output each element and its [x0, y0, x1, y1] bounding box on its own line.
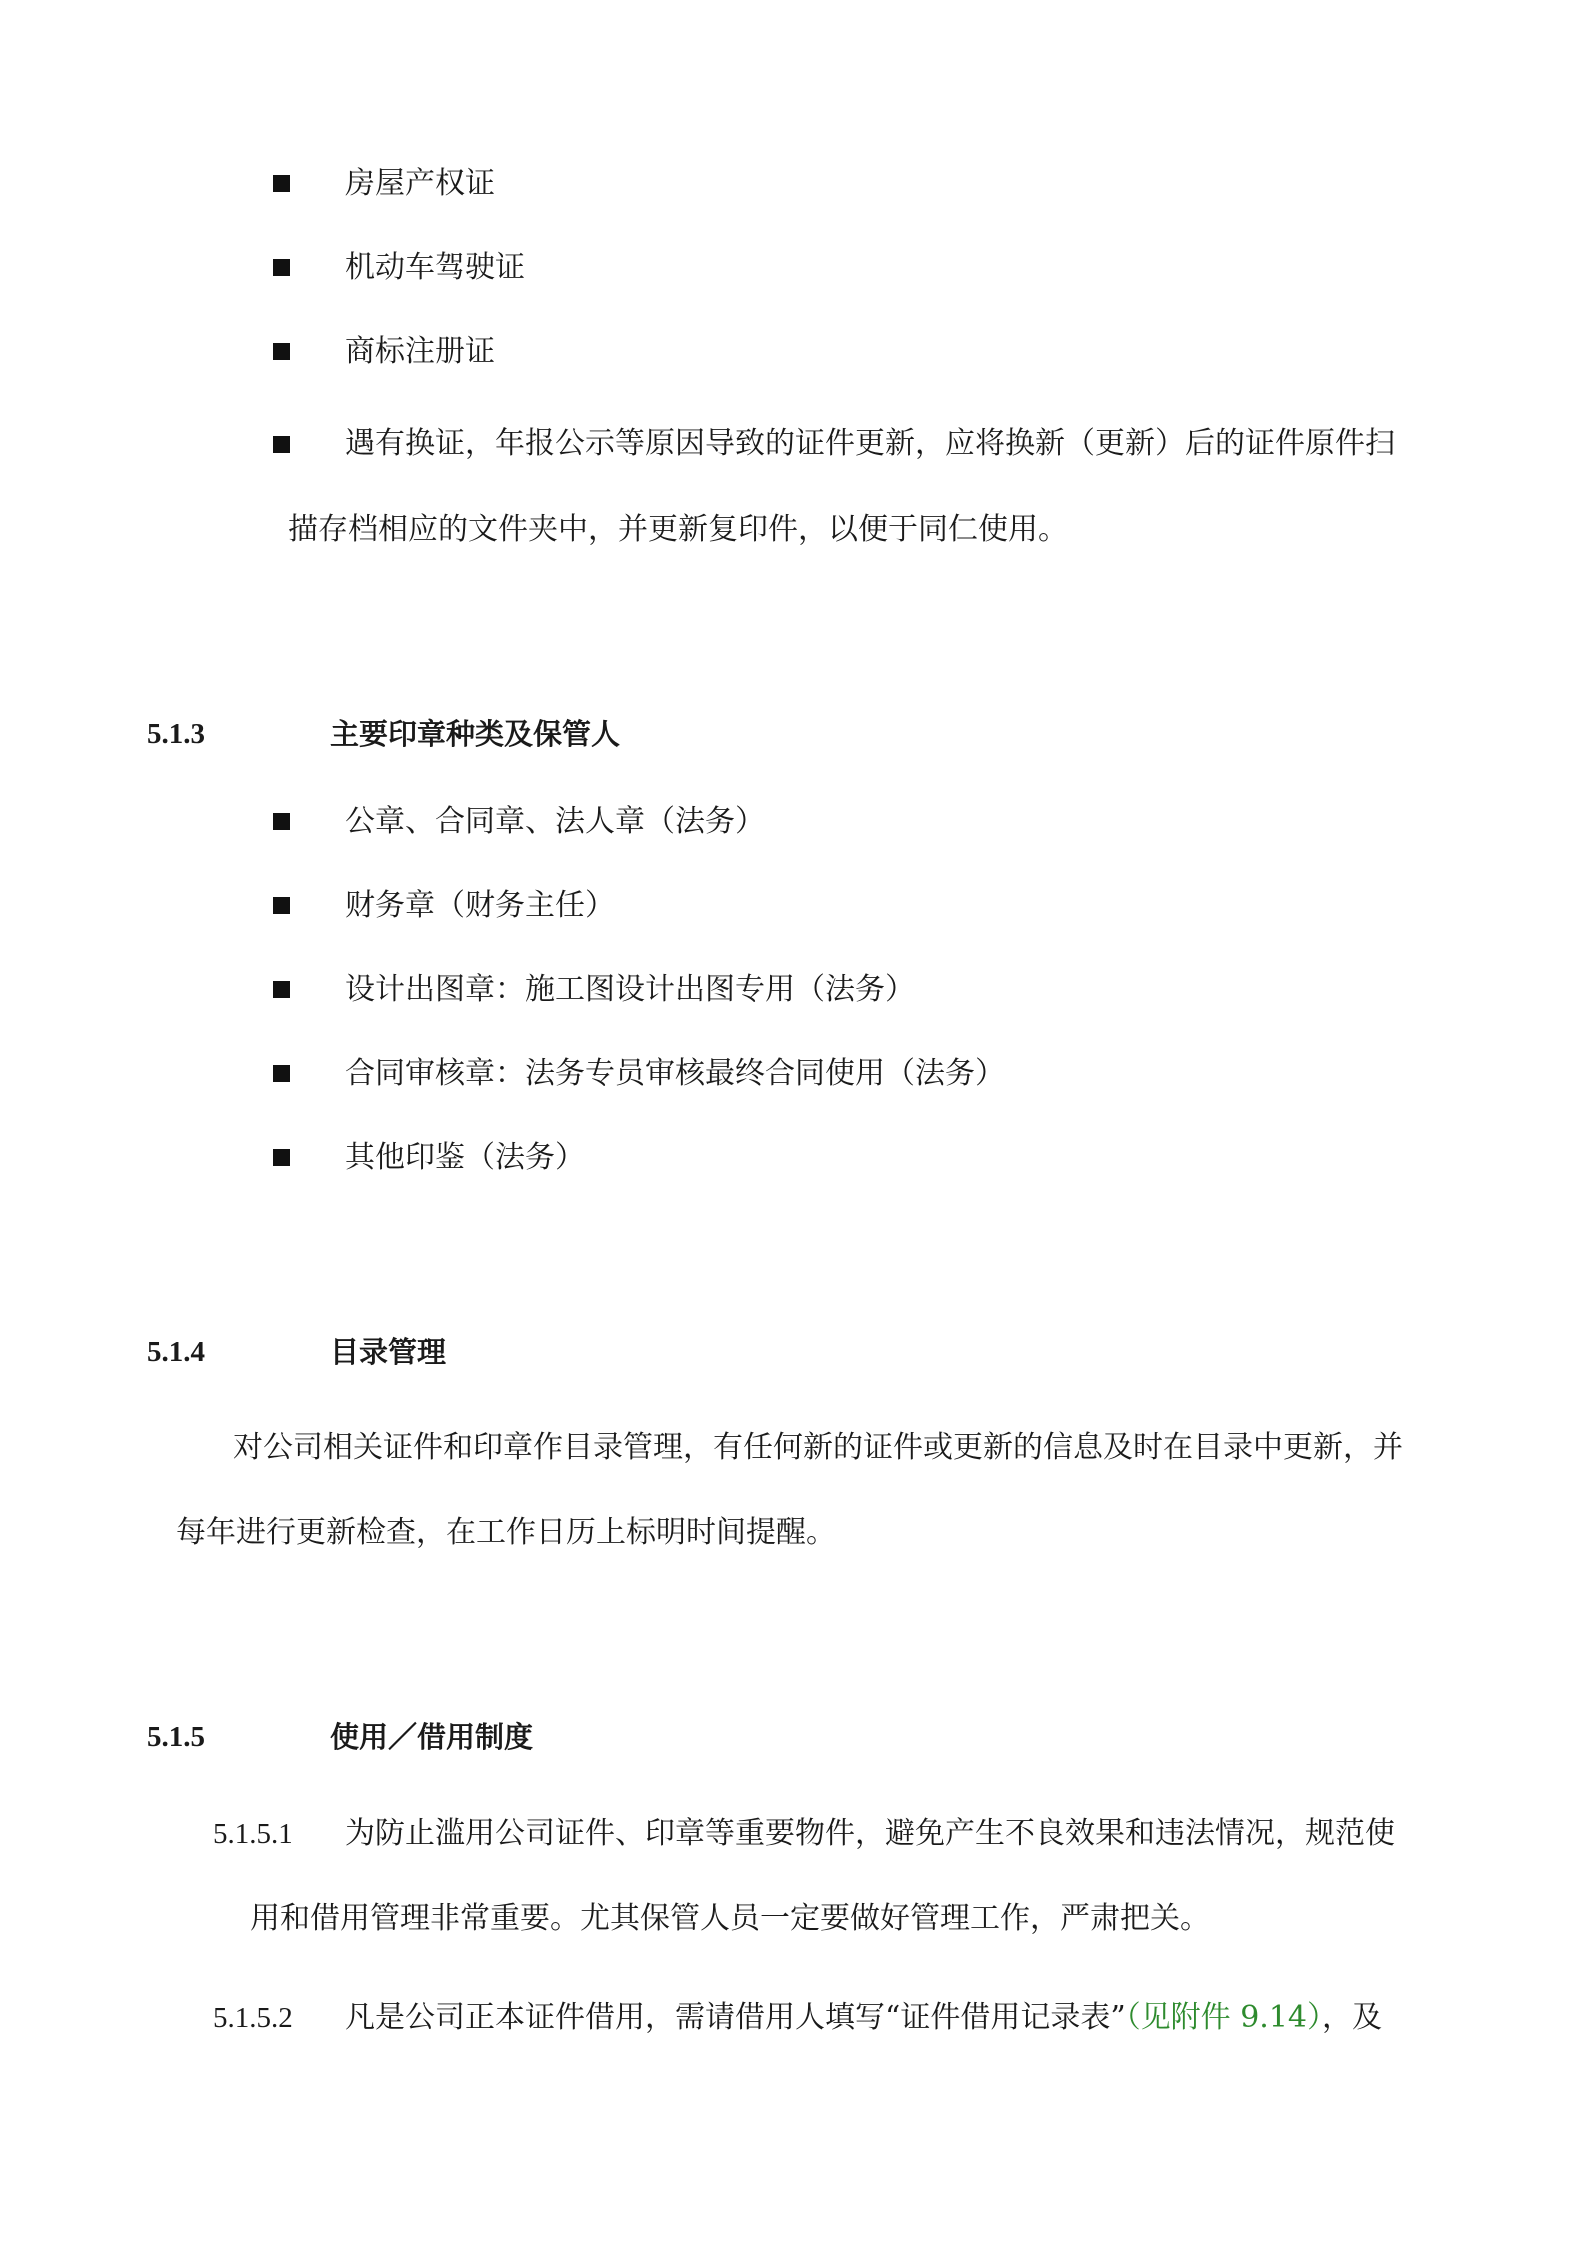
section-title: 使用／借用制度: [330, 1720, 534, 1754]
section-number: 5.1.5: [147, 1721, 205, 1753]
paragraph-line2: 每年进行更新检查，在工作日历上标明时间提醒。: [176, 1515, 836, 1550]
list-item: 机动车驾驶证: [345, 250, 525, 285]
bullet-square-icon: [273, 175, 290, 192]
bullet-square-icon: [273, 981, 290, 998]
section-title: 目录管理: [330, 1335, 447, 1369]
clause-text-tail: ，及: [1322, 2000, 1383, 2035]
clause-text-line1: [345, 1998, 1382, 2038]
bullet-square-icon: [273, 1149, 290, 1166]
section-title: 主要印章种类及保管人: [330, 717, 621, 751]
list-item: 合同审核章：法务专员审核最终合同使用（法务）: [345, 1056, 1005, 1091]
list-item: 财务章（财务主任）: [345, 888, 615, 923]
bullet-square-icon: [273, 343, 290, 360]
bullet-square-icon: [273, 813, 290, 830]
bullet-square-icon: [273, 897, 290, 914]
clause-text-line1: 为防止滥用公司证件、印章等重要物件，避免产生不良效果和违法情况，规范使: [345, 1816, 1395, 1851]
clause-number: 5.1.5.1: [213, 1818, 293, 1850]
list-item-renewal-line2: 描存档相应的文件夹中，并更新复印件，以便于同仁使用。: [288, 512, 1068, 547]
bullet-square-icon: [273, 1065, 290, 1082]
section-number: 5.1.3: [147, 718, 205, 750]
list-item: 设计出图章：施工图设计出图专用（法务）: [345, 972, 915, 1007]
clause-text: 凡是公司正本证件借用，需请借用人填写“证件借用记录表”: [345, 2000, 1126, 2035]
clause-number: 5.1.5.2: [213, 2002, 293, 2034]
list-item: 其他印鉴（法务）: [345, 1140, 585, 1175]
list-item: 公章、合同章、法人章（法务）: [345, 804, 765, 839]
list-item: 商标注册证: [345, 334, 495, 369]
bullet-square-icon: [273, 259, 290, 276]
bullet-square-icon: [273, 436, 290, 453]
paragraph-line1: 对公司相关证件和印章作目录管理，有任何新的证件或更新的信息及时在目录中更新，并: [233, 1430, 1403, 1465]
appendix-reference-link[interactable]: （见附件 9.14）: [1125, 2000, 1323, 2035]
list-item: 房屋产权证: [345, 166, 495, 201]
list-item-renewal-line1: 遇有换证，年报公示等原因导致的证件更新，应将换新（更新）后的证件原件扫: [345, 426, 1395, 461]
section-number: 5.1.4: [147, 1336, 205, 1368]
clause-text-line2: 用和借用管理非常重要。尤其保管人员一定要做好管理工作，严肃把关。: [250, 1901, 1210, 1936]
